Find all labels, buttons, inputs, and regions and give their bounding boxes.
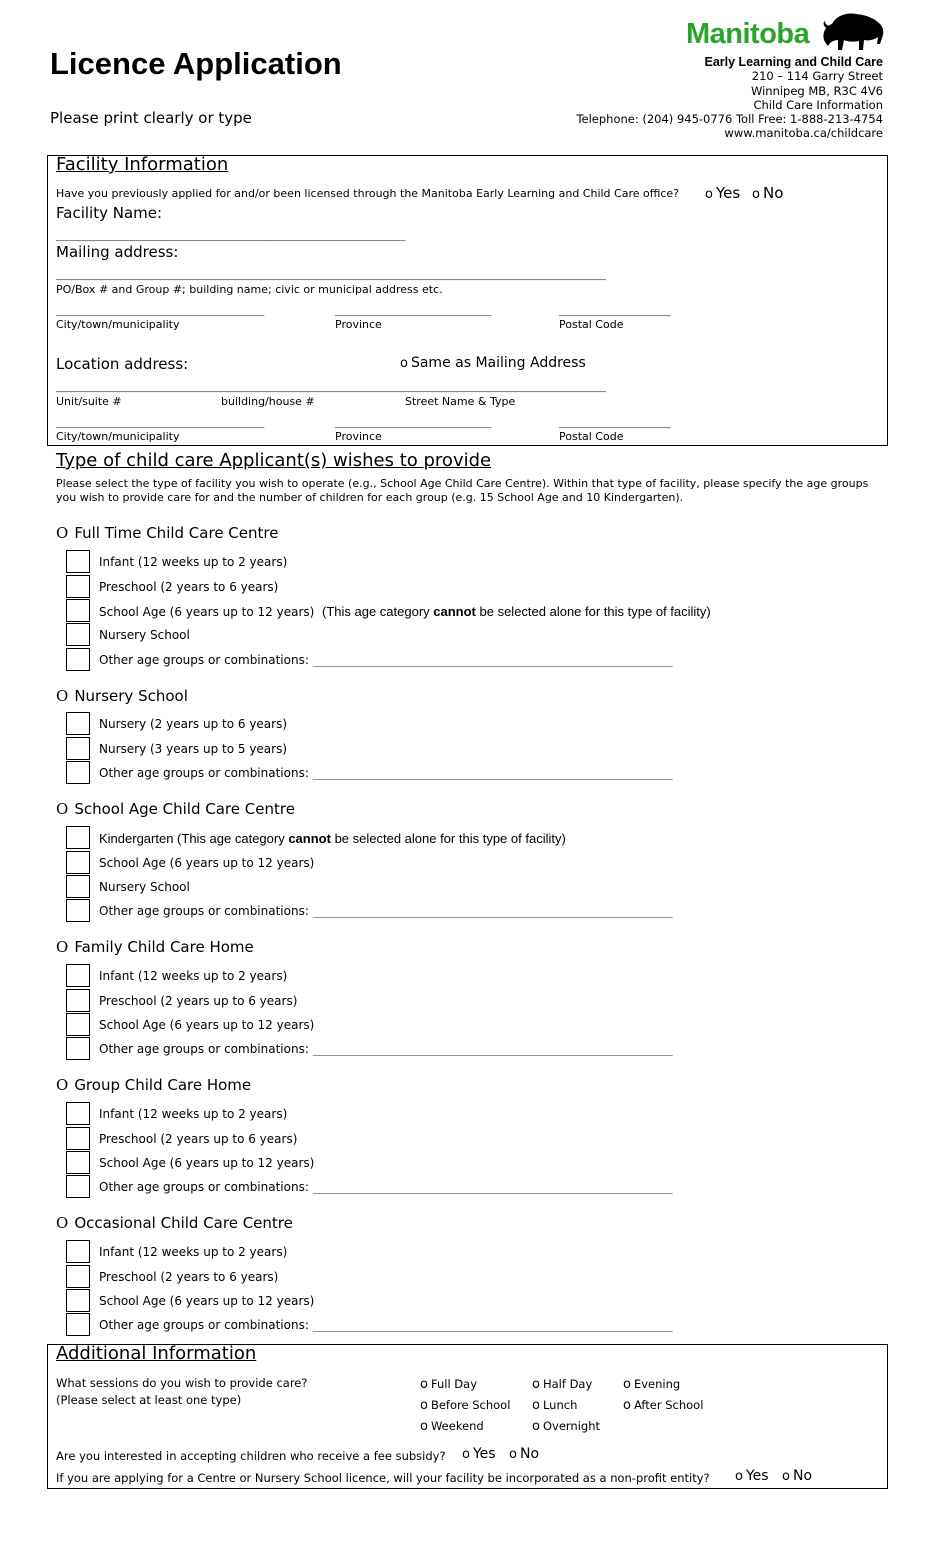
types-section-title: Type of child care Applicant(s) wishes to provide <box>56 450 492 471</box>
occ-school-age-label: School Age (6 years up to 12 years) <box>99 1294 315 1308</box>
mailing-city-label: City/town/municipality <box>56 318 180 331</box>
session-lunch[interactable]: o Lunch <box>532 1398 578 1413</box>
occ-preschool-label: Preschool (2 years to 6 years) <box>99 1270 279 1284</box>
contact-block <box>576 55 883 141</box>
mailing-postal-label: Postal Code <box>559 318 624 331</box>
fch-infant-count[interactable] <box>66 964 90 987</box>
previously-applied-yes[interactable]: o Yes <box>705 184 741 202</box>
nonprofit-no[interactable]: o No <box>782 1468 813 1484</box>
mailing-province-label: Province <box>335 318 382 331</box>
fch-other-count[interactable] <box>66 1037 90 1060</box>
sa-kindergarten-count[interactable] <box>66 826 90 849</box>
occ-other-label: Other age groups or combinations: _________________________________________________________________ <box>99 1318 672 1332</box>
sa-school-age-count[interactable] <box>66 851 90 874</box>
mailing-province-field[interactable]: _____________________ <box>335 302 491 317</box>
ns-other-label: Other age groups or combinations: _________________________________________________________________ <box>99 766 672 780</box>
additional-section-title: Additional Information <box>56 1343 257 1364</box>
location-postal-field[interactable]: _______________ <box>559 414 671 429</box>
ns-3to5-count[interactable] <box>66 737 90 760</box>
nonprofit-yes[interactable]: o Yes <box>735 1468 769 1484</box>
previously-applied-question: Have you previously applied for and/or been licensed through the Manitoba Early Learning and Child Care office? <box>56 187 680 200</box>
facility-type-family-home[interactable]: O Family Child Care Home <box>56 938 254 956</box>
occ-other-field[interactable]: _________________________________________________________________ <box>312 1319 672 1332</box>
subsidy-no[interactable]: o No <box>509 1446 540 1462</box>
occ-other-count[interactable] <box>66 1313 90 1336</box>
subsidy-yes[interactable]: o Yes <box>462 1446 496 1462</box>
ns-other-field[interactable]: _________________________________________________________________ <box>312 767 672 780</box>
sa-nursery-count[interactable] <box>66 875 90 898</box>
session-after-school[interactable]: o After School <box>623 1398 704 1413</box>
ns-2to6-count[interactable] <box>66 712 90 735</box>
sessions-question: What sessions do you wish to provide care? <box>56 1376 308 1390</box>
unit-label: Unit/suite # <box>56 395 122 408</box>
facility-type-group-home[interactable]: O Group Child Care Home <box>56 1076 252 1094</box>
fch-other-field[interactable]: _________________________________________________________________ <box>312 1043 672 1056</box>
ftc-infant-label: Infant (12 weeks up to 2 years) <box>99 555 288 569</box>
location-postal-label: Postal Code <box>559 430 624 443</box>
ftc-school-age-label: School Age (6 years up to 12 years) (This age category cannot be selected alone for this type of facility) <box>99 604 711 619</box>
fch-other-label: Other age groups or combinations: _________________________________________________________________ <box>99 1042 672 1056</box>
previously-applied-no[interactable]: o No <box>752 184 784 202</box>
sa-other-count[interactable] <box>66 899 90 922</box>
ftc-other-count[interactable] <box>66 648 90 671</box>
manitoba-logo <box>686 10 886 56</box>
address-line-2: Winnipeg MB, R3C 4V6 <box>750 83 883 98</box>
gch-infant-count[interactable] <box>66 1102 90 1125</box>
ftc-nursery-count[interactable] <box>66 623 90 646</box>
bison-icon <box>820 10 886 54</box>
sa-school-age-label: School Age (6 years up to 12 years) <box>99 856 315 870</box>
gch-preschool-label: Preschool (2 years up to 6 years) <box>99 1132 298 1146</box>
fch-school-age-label: School Age (6 years up to 12 years) <box>99 1018 315 1032</box>
ftc-nursery-label: Nursery School <box>99 628 190 642</box>
ftc-infant-count[interactable] <box>66 550 90 573</box>
street-label: Street Name & Type <box>405 395 516 408</box>
sa-other-field[interactable]: _________________________________________________________________ <box>312 905 672 918</box>
logo-wordmark: Manitoba <box>686 18 810 50</box>
fch-preschool-count[interactable] <box>66 989 90 1012</box>
mailing-address-field[interactable]: __________________________________________________________________________ <box>56 266 606 281</box>
occ-school-age-count[interactable] <box>66 1289 90 1312</box>
sa-other-label: Other age groups or combinations: _________________________________________________________________ <box>99 904 672 918</box>
facility-type-school-age[interactable]: O School Age Child Care Centre <box>56 800 295 818</box>
facility-type-nursery[interactable]: O Nursery School <box>56 687 188 705</box>
mailing-city-field[interactable]: ____________________________ <box>56 302 264 317</box>
ftc-preschool-count[interactable] <box>66 575 90 598</box>
facility-type-occasional[interactable]: O Occasional Child Care Centre <box>56 1214 293 1232</box>
gch-preschool-count[interactable] <box>66 1127 90 1150</box>
session-overnight[interactable]: o Overnight <box>532 1419 601 1434</box>
types-instructions-1: Please select the type of facility you wish to operate (e.g., School Age Child Care Centre). Within that type of facility, please specify the age groups <box>56 477 869 490</box>
ftc-other-field[interactable]: _________________________________________________________________ <box>312 654 672 667</box>
gch-other-field[interactable]: _________________________________________________________________ <box>312 1181 672 1194</box>
mailing-address-label: Mailing address: <box>56 243 179 261</box>
sa-nursery-label: Nursery School <box>99 880 190 894</box>
sessions-hint: (Please select at least one type) <box>56 1393 242 1407</box>
session-evening[interactable]: o Evening <box>623 1377 681 1392</box>
session-full-day[interactable]: o Full Day <box>420 1377 477 1392</box>
occ-infant-count[interactable] <box>66 1240 90 1263</box>
fch-infant-label: Infant (12 weeks up to 2 years) <box>99 969 288 983</box>
gch-infant-label: Infant (12 weeks up to 2 years) <box>99 1107 288 1121</box>
fch-preschool-label: Preschool (2 years up to 6 years) <box>99 994 298 1008</box>
sa-kindergarten-label: Kindergarten (This age category cannot be selected alone for this type of facility) <box>99 831 566 846</box>
gch-other-count[interactable] <box>66 1175 90 1198</box>
location-city-label: City/town/municipality <box>56 430 180 443</box>
department-name: Early Learning and Child Care <box>704 55 883 69</box>
phone-line: Telephone: (204) 945-0776 Toll Free: 1-888-213-4754 <box>576 112 883 127</box>
location-address-field[interactable]: __________________________________________________________________________ <box>56 378 606 393</box>
occ-infant-label: Infant (12 weeks up to 2 years) <box>99 1245 288 1259</box>
ftc-preschool-label: Preschool (2 years to 6 years) <box>99 580 279 594</box>
ns-2to6-label: Nursery (2 years up to 6 years) <box>99 717 288 731</box>
gch-school-age-count[interactable] <box>66 1151 90 1174</box>
session-weekend[interactable]: o Weekend <box>420 1419 484 1434</box>
location-address-label: Location address: <box>56 355 189 373</box>
ftc-school-age-count[interactable] <box>66 599 90 622</box>
ftc-other-label: Other age groups or combinations: _________________________________________________________________ <box>99 653 672 667</box>
session-half-day[interactable]: o Half Day <box>532 1377 593 1392</box>
facility-name-label: Facility Name: <box>56 204 163 222</box>
ns-other-count[interactable] <box>66 761 90 784</box>
facility-section-title: Facility Information <box>56 154 229 175</box>
location-city-field[interactable]: ____________________________ <box>56 414 264 429</box>
page-subtitle: Please print clearly or type <box>50 109 252 127</box>
info-line: Child Care Information <box>753 97 883 112</box>
address-line-1: 210 – 114 Garry Street <box>751 69 883 84</box>
ns-3to5-label: Nursery (3 years up to 5 years) <box>99 742 288 756</box>
page-title: Licence Application <box>50 46 342 81</box>
building-label: building/house # <box>221 395 315 408</box>
mailing-address-hint: PO/Box # and Group #; building name; civic or municipal address etc. <box>56 283 443 296</box>
facility-type-full-time[interactable]: O Full Time Child Care Centre <box>56 524 279 542</box>
session-before-school[interactable]: o Before School <box>420 1398 511 1413</box>
subsidy-question: Are you interested in accepting children who receive a fee subsidy? <box>56 1449 446 1463</box>
occ-preschool-count[interactable] <box>66 1265 90 1288</box>
nonprofit-question: If you are applying for a Centre or Nursery School licence, will your facility be incorporated as a non-profit entity? <box>56 1471 710 1485</box>
location-province-field[interactable]: _____________________ <box>335 414 491 429</box>
facility-name-field[interactable]: _______________________________________________ <box>56 227 406 242</box>
location-province-label: Province <box>335 430 382 443</box>
website-line: www.manitoba.ca/childcare <box>724 126 883 141</box>
fch-school-age-count[interactable] <box>66 1013 90 1036</box>
same-as-mailing-option[interactable]: o Same as Mailing Address <box>400 355 586 371</box>
gch-other-label: Other age groups or combinations: _________________________________________________________________ <box>99 1180 672 1194</box>
gch-school-age-label: School Age (6 years up to 12 years) <box>99 1156 315 1170</box>
mailing-postal-field[interactable]: _______________ <box>559 302 671 317</box>
types-instructions-2: you wish to provide care for and the number of children for each group (e.g. 15 School Age and 10 Kindergarten). <box>56 491 684 504</box>
